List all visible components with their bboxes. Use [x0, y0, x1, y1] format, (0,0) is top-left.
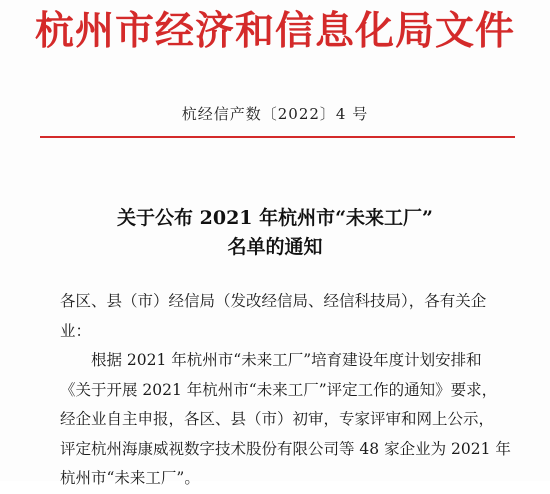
- red-divider-line: [40, 136, 515, 138]
- notice-title-line-2: 名单的通知: [227, 236, 323, 258]
- paragraph-line: 根据 2021 年杭州市“未来工厂”培育建设年度计划安排和: [91, 351, 482, 369]
- notice-title: [0, 204, 550, 262]
- paragraph-line: 经企业自主申报，各区、县（市）初审，专家评审和网上公示，: [60, 410, 495, 428]
- document-number: 杭经信产数〔2022〕4 号: [181, 105, 369, 123]
- paragraph-line: 《关于开展 2021 年杭州市“未来工厂”评定工作的通知》要求，: [60, 380, 498, 399]
- document-header-title: 杭州市经济和信息化局文件: [34, 8, 515, 54]
- notice-body: [60, 287, 511, 494]
- salutation-line-1: 各区、县（市）经信局（发改经信局、经信科技局），各有关企: [60, 292, 487, 310]
- paragraph-line: 评定杭州海康威视数字技术股份有限公司等 48 家企业为 2021 年: [60, 439, 511, 458]
- paragraph-line: 杭州市“未来工厂”。: [60, 469, 200, 487]
- notice-title-line-1: 关于公布 2021 年杭州市“未来工厂”: [117, 207, 433, 229]
- salutation-line-2: 业：: [60, 321, 92, 340]
